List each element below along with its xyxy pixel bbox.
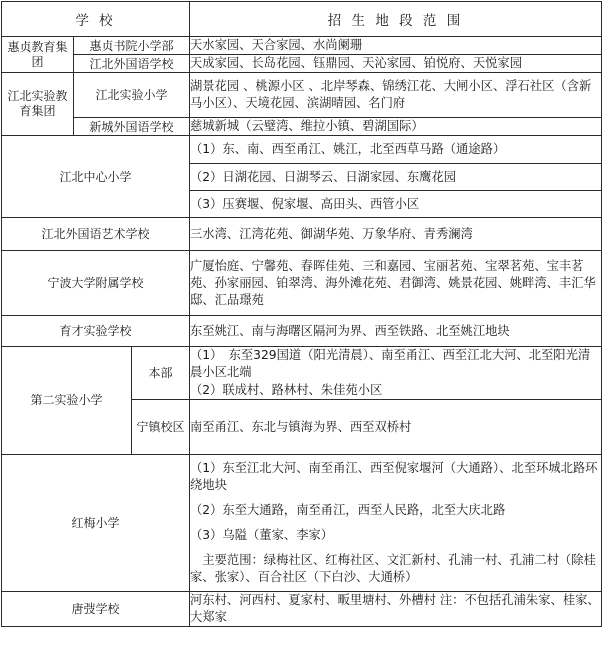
range-cell [190,164,602,191]
range-cell [190,347,602,400]
school-name-jiangbei-zhongxin: 江北中心小学 [2,136,190,218]
table-row [2,316,602,347]
range-line: 南至甬江、东北与镇海为界、西至双桥村 [190,419,412,434]
range-line: 天水家园、天合家园、水尚阑珊 [190,38,363,52]
school-district-table [1,1,602,627]
range-line: 主要范围：绿梅社区、红梅社区、文汇新村、孔浦一村、孔浦二村（除桂家、张家）、百合社区（下白沙、大通桥） [190,553,596,584]
group-name-huizhen: 惠贞教育集团 [2,37,74,73]
table-row [2,55,602,73]
table-header-row [2,2,602,37]
range-line: 天成家园、长岛花园、钰鼎园、天沁家园、铂悦府、天悦家园 [190,56,523,70]
school-name: 江北实验小学 [74,73,190,118]
school-name-tangtao: 唐弢学校 [2,592,190,627]
table-row [2,251,602,316]
header-school: 学 校 [2,2,190,37]
range-cell [190,218,602,251]
school-name-hongmei: 红梅小学 [2,455,190,592]
range-line: （1）东、南、西至甬江、姚江，北至西草马路（通途路） [190,142,506,156]
table-row [2,218,602,251]
range-line: （2）东至大通路，南至甬江，西至人民路，北至大庆北路 [190,503,506,517]
table-row [2,455,602,592]
table-row [2,592,602,627]
range-cell [190,251,602,316]
school-name: 惠贞书院小学部 [74,37,190,55]
table-row [2,73,602,118]
range-line: （2）日湖花园、日湖琴云、日湖家园、东鹰花园 [190,169,457,184]
table-row [2,118,602,136]
school-name-waiguoyu-yishu: 江北外国语艺术学校 [2,218,190,251]
range-cell [190,73,602,118]
range-line: 河东村、河西村、夏家村、畈里塘村、外槽村 注：不包括孔浦朱家、桂家、大郑家 [190,593,600,624]
range-line: 广厦怡庭、宁馨苑、春晖佳苑、三和嘉园、宝丽茗苑、宝翠茗苑、宝丰茗苑、孙家丽园、铂翠湾、海外滩花苑、君御湾、姚景花园、姚畔湾、丰汇华邸、汇品璟苑 [190,258,596,307]
range-cell [190,118,602,136]
school-name: 新城外国语学校 [74,118,190,136]
school-name-dier-shiyan: 第二实验小学 [2,347,132,455]
range-cell [190,400,602,455]
school-name-yucai-shiyan: 育才实验学校 [2,316,190,347]
school-name-ningbo-daxue-fushu: 宁波大学附属学校 [2,251,190,316]
header-range: 招 生 地 段 范 围 [190,2,602,37]
range-cell [190,592,602,627]
range-line: 东至姚江、南与海曙区隔河为界、西至铁路、北至姚江地块 [190,323,510,338]
range-line: （2）联成村、路林村、朱佳苑小区 [190,383,383,397]
range-line: （1）东至江北大河、南至甬江、西至倪家堰河（大通路）、北至环城北路环绕地块 [190,461,598,492]
range-line: 慈城新城（云璧湾、维拉小镇、碧湖国际） [190,119,424,133]
campus-name-benbu: 本部 [132,347,190,400]
range-cell [190,316,602,347]
school-name: 江北外国语学校 [74,55,190,73]
range-cell [190,55,602,73]
range-cell [190,455,602,592]
range-line: （1） 东至329国道（阳光清晨）、南至甬江、西至江北大河、北至阳光清晨小区北端 [190,348,591,379]
table-row [2,37,602,55]
range-cell [190,191,602,218]
group-name-jiangbei-shiyan: 江北实验教育集团 [2,73,74,136]
table-row [2,136,602,164]
range-line: 三水湾、江湾花苑、御湖华苑、万象华府、青秀澜湾 [190,226,473,241]
table-row [2,347,602,400]
range-cell [190,37,602,55]
range-line: 湖景花园 、桃源小区 、北岸琴森、锦绣江花、大闸小区、浮石社区（含新马小区）、天境花园、滨湖晴园、名门府 [190,79,592,110]
range-cell [190,136,602,164]
range-line: （3）压赛堰、倪家堰、高田头、西管小区 [190,196,420,211]
campus-name-ningzhen: 宁镇校区 [132,400,190,455]
range-line: （3）乌隘（董家、李家） [190,528,334,542]
